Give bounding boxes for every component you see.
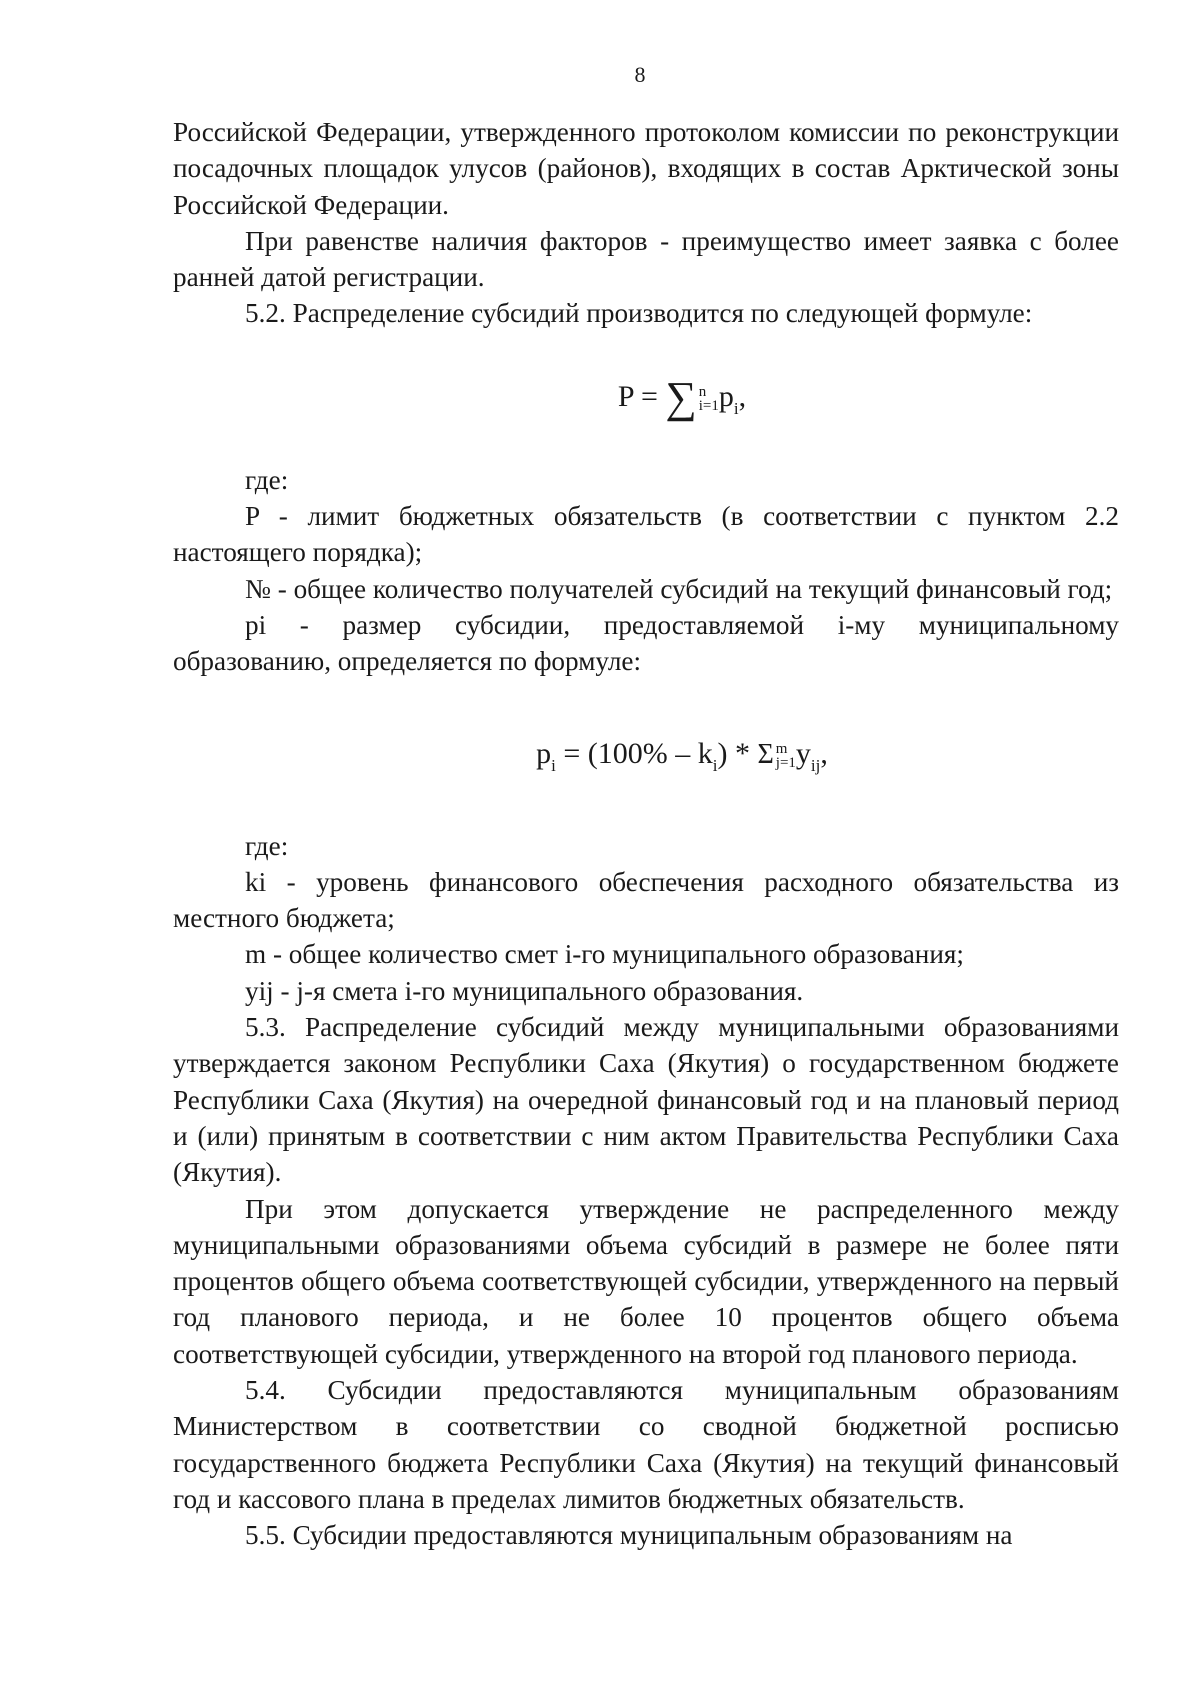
paragraph: № - общее количество получателей субсидий на текущий финансовый год; bbox=[245, 573, 1113, 604]
formula-total-subsidy bbox=[173, 332, 1119, 462]
paragraph: 5.3. Распределение субсидий между муниципальными образованиями утверждается законом Республики Саха (Якутия) о государственном бюджете Республики Саха (Якутия) на очередной финансовый год и на плановый период и (или) принятым в соответствии с ним актом Правительства Республики Саха (Якутия). bbox=[173, 1012, 1119, 1188]
paragraph: где: bbox=[245, 830, 289, 861]
formula-lhs: p bbox=[536, 736, 552, 770]
formula-term-subscript: ij bbox=[810, 755, 821, 775]
formula-subsidy-per-municipality bbox=[173, 680, 1119, 828]
paragraph: P - лимит бюджетных обязательств (в соответствии с пунктом 2.2 настоящего порядка); bbox=[173, 501, 1119, 568]
formula-k-subscript: i bbox=[712, 755, 718, 775]
sum-upper-limit: n bbox=[698, 383, 707, 400]
page-number: 8 bbox=[634, 62, 646, 87]
formula-lhs-subscript: i bbox=[551, 755, 556, 775]
paragraph: 5.5. Субсидии предоставляются муниципальным образованиям на bbox=[245, 1520, 1013, 1551]
formula-middle: = (100% – k bbox=[555, 736, 713, 770]
formula-lhs: P = bbox=[617, 379, 666, 413]
paragraph: pi - размер субсидии, предоставляемой i-му муниципальному образованию, определяется по формуле: bbox=[173, 609, 1119, 677]
paragraph: ki - уровень финансового обеспечения расходного обязательства из местного бюджета; bbox=[173, 866, 1119, 934]
paragraph: При этом допускается утверждение не распределенного между муниципальными образованиями объема субсидий в размере не более пяти процентов общего объема соответствующей субсидии, утвержденного на первый год планового периода, и не более 10 процентов общего объема соответствующей субсидии, утвержденного на второй год планового периода. bbox=[173, 1193, 1119, 1369]
paragraph: При равенстве наличия факторов - преимущество имеет заявка с более ранней датой регистрации. bbox=[173, 225, 1119, 293]
sum-symbol: ∑ bbox=[665, 372, 697, 422]
paragraph: 5.4. Субсидии предоставляются муниципальным образованиям Министерством в соответствии со сводной бюджетной росписью государственного бюджета Республики Саха (Якутия) на текущий финансовый год и кассового плана в пределах лимитов бюджетных обязательств. bbox=[173, 1375, 1119, 1514]
paragraph: yij - j-я смета i-го муниципального образования. bbox=[245, 975, 804, 1006]
paragraph: где: bbox=[245, 464, 289, 495]
sum-upper-limit: m bbox=[775, 740, 788, 757]
sum-lower-limit: j=1 bbox=[775, 754, 796, 771]
formula-term-subscript: i bbox=[733, 398, 739, 418]
formula-term: y bbox=[795, 736, 811, 770]
formula-tail: , bbox=[738, 379, 747, 413]
formula-term: p bbox=[718, 379, 734, 413]
sum-lower-limit: i=1 bbox=[698, 397, 719, 414]
paragraph: Российской Федерации, утвержденного протоколом комиссии по реконструкции посадочных площадок улусов (районов), входящих в состав Арктической зоны Российской Федерации. bbox=[173, 117, 1119, 220]
formula-tail: , bbox=[820, 736, 828, 770]
paragraph: m - общее количество смет i-го муниципального образования; bbox=[245, 939, 964, 970]
sum-limits bbox=[699, 385, 719, 413]
paragraph: 5.2. Распределение субсидий производится по следующей формуле: bbox=[245, 298, 1033, 329]
sum-limits bbox=[776, 742, 796, 770]
formula-middle-2: ) * bbox=[717, 736, 758, 770]
sum-symbol: Σ bbox=[757, 738, 774, 770]
document-body bbox=[173, 114, 1119, 1554]
